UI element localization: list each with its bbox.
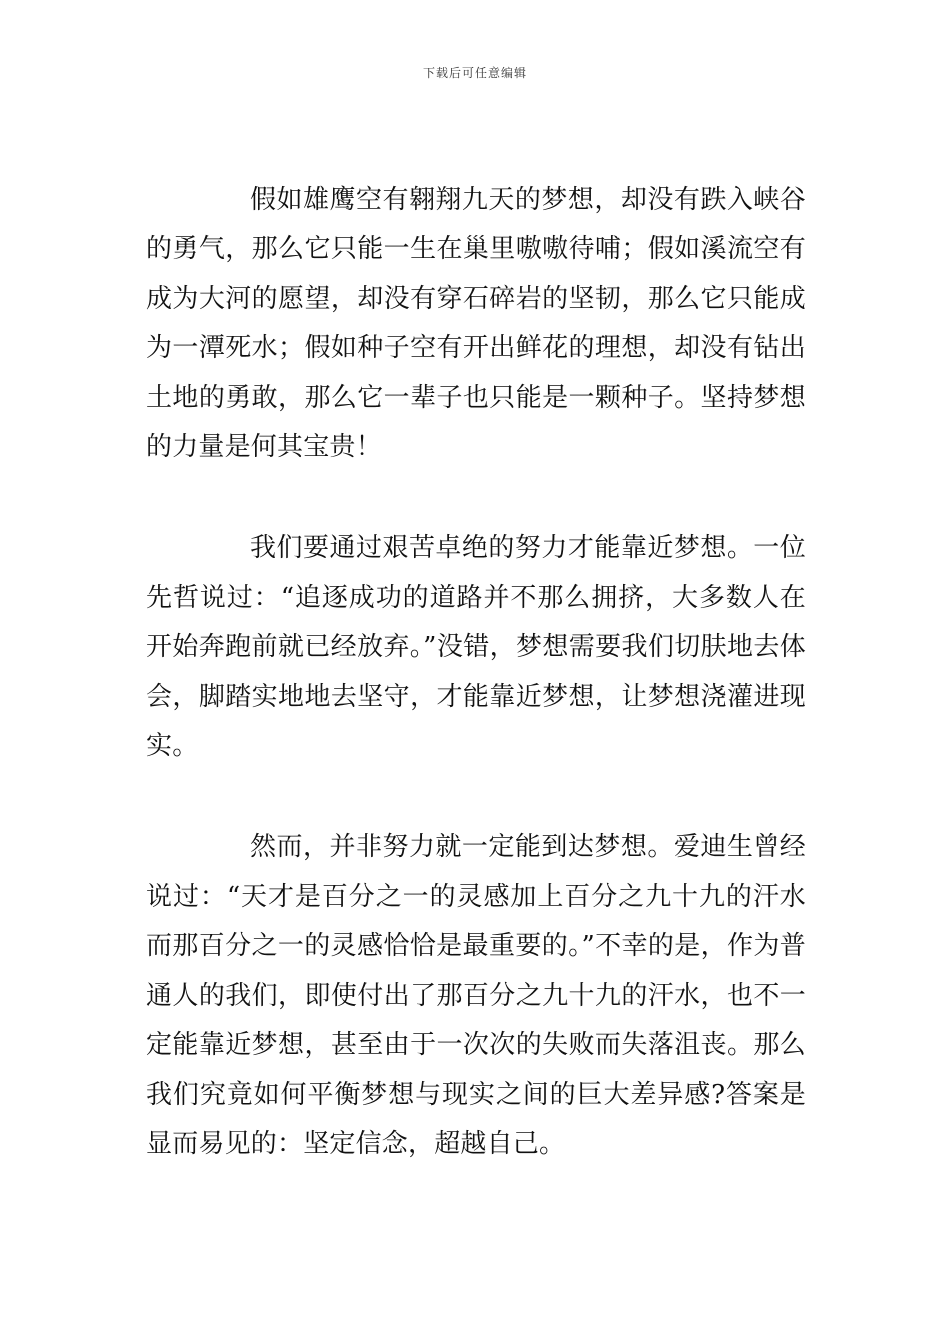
paragraph-3: 然而，并非努力就一定能到达梦想。爱迪生曾经说过：“天才是百分之一的灵感加上百分之九十九的汗水而那百分之一的灵感恰恰是最重要的。”不幸的是，作为普通人的我们，即使付出了那百分之九十九的汗水，也不一定能靠近梦想，甚至由于一次次的失败而失落沮丧。那么我们究竟如何平衡梦想与现实之间的巨大差异感?答案是显而易见的：坚定信念，超越自己。 — [146, 832, 806, 1159]
paragraph-2: 我们要通过艰苦卓绝的努力才能靠近梦想。一位先哲说过：“追逐成功的道路并不那么拥挤，大多数人在开始奔跑前就已经放弃。”没错，梦想需要我们切肤地去体会，脚踏实地地去坚守，才能靠近梦想，让梦想浇灌进现实。 — [146, 533, 806, 762]
page-header: 下载后可任意编辑 — [422, 66, 527, 80]
paragraph-1: 假如雄鹰空有翱翔九天的梦想，却没有跌入峡谷的勇气，那么它只能一生在巢里嗷嗷待哺；假如溪流空有成为大河的愿望，却没有穿石碎岩的坚韧，那么它只能成为一潭死水；假如种子空有开出鲜花的理想，却没有钻出土地的勇敢，那么它一辈子也只能是一颗种子。坚持梦想的力量是何其宝贵！ — [146, 185, 806, 463]
document-body — [146, 176, 806, 1221]
